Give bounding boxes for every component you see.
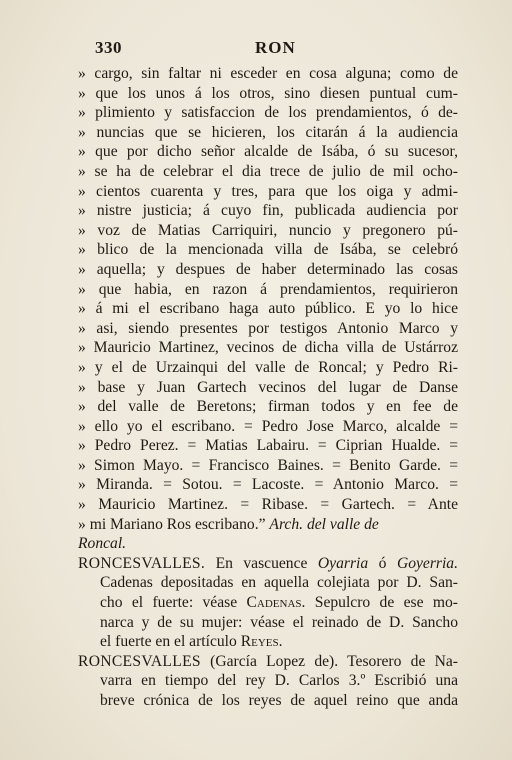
page-number: 330 [95,38,122,57]
cross-reference-reyes: Reyes. [240,633,283,651]
running-head: RON [255,38,296,57]
body-text [78,64,458,711]
entry-roncesvalles-line-5: el fuerte en el artículo Reyes. [100,633,283,651]
entry-roncesvalles-line-1: RONCESVALLES. En vascuence Oyarria ó Goyerria. [78,554,458,572]
entry-heading: RONCESVALLES [78,652,201,670]
paragraph-line: » nuncias que se hicieren, los citarán á la audiencia [78,123,458,141]
entry-garcia-lopez-line-2: varra en tiempo del rey D. Carlos 3.º Escribió una [100,672,458,690]
paragraph-line: » Miranda. = Sotou. = Lacoste. = Antonio Marco. = [78,476,458,494]
paragraph-line: » que por dicho señor alcalde de Isába, ó su sucesor, [78,143,458,161]
paragraph-line: » Simon Mayo. = Francisco Baines. = Benito Garde. = [78,456,458,474]
entry-heading: RONCESVALLES. [78,554,206,572]
paragraph-line: » voz de Matias Carriquiri, nuncio y pregonero pú- [78,221,458,239]
paragraph-line: » cientos cuarenta y tres, para que los oiga y admi- [78,182,458,200]
entry-roncesvalles-line-2: Cadenas depositadas en aquella colejiata por D. San- [100,574,458,592]
paragraph-line: » ello yo el escribano. = Pedro Jose Marco, alcalde = [78,417,458,435]
paragraph-line: » Mauricio Martinez. = Ribase. = Gartech. = Ante [78,496,458,514]
entry-roncesvalles-line-3: cho el fuerte: véase Cadenas. Sepulcro de ese mo- [100,594,458,612]
paragraph-line: » Pedro Perez. = Matias Labairu. = Ciprian Hualde. = [78,437,458,455]
cross-reference-cadenas: Cadenas. [246,594,306,612]
paragraph-line: » que los unos á los otros, sino diesen puntual cum- [78,84,458,102]
paragraph-line: » del valle de Beretons; firman todos y en fee de [78,398,458,416]
citation-line-1: » mi Mariano Ros escribano.” Arch. del valle de [78,515,379,533]
paragraph-line: » aquella; y despues de haber determinado las cosas [78,260,458,278]
paragraph-line: » á mi el escribano haga auto público. E yo lo hice [78,300,458,318]
entry-garcia-lopez-line-1: RONCESVALLES (García Lopez de). Tesorero de Na- [78,652,458,670]
entry-garcia-lopez-line-3: breve crónica de los reyes de aquel reino que anda [100,692,458,709]
paragraph-line: » plimiento y satisfaccion de los prendamientos, ó de- [78,104,458,122]
paragraph-line: » que habia, en razon á prendamientos, requirieron [78,280,458,298]
archive-citation: Arch. del valle de [269,515,379,533]
paragraph-line: » cargo, sin faltar ni esceder en cosa alguna; como de [78,65,458,82]
paragraph-line: » asi, siendo presentes por testigos Antonio Marco y [78,319,458,337]
paragraph-line: » nistre justicia; á cuyo fin, publicada audiencia por [78,202,458,220]
paragraph-line: » y el de Urzainqui del valle de Roncal; y Pedro Ri- [78,358,458,376]
paragraph-line: » Mauricio Martinez, vecinos de dicha villa de Ustárroz [78,339,458,357]
quoted-document-paragraph [78,64,458,515]
paragraph-line: » se ha de celebrar el dia trece de julio de mil ocho- [78,162,458,180]
paragraph-line: » blico de la mencionada villa de Isába, se celebró [78,241,458,259]
page-header [95,38,460,60]
citation-line-2: Roncal. [78,535,127,553]
entry-roncesvalles-line-4: narca y de su mujer: véase el reinado de D. Sancho [100,613,458,631]
paragraph-line: » base y Juan Gartech vecinos del lugar de Danse [78,378,458,396]
